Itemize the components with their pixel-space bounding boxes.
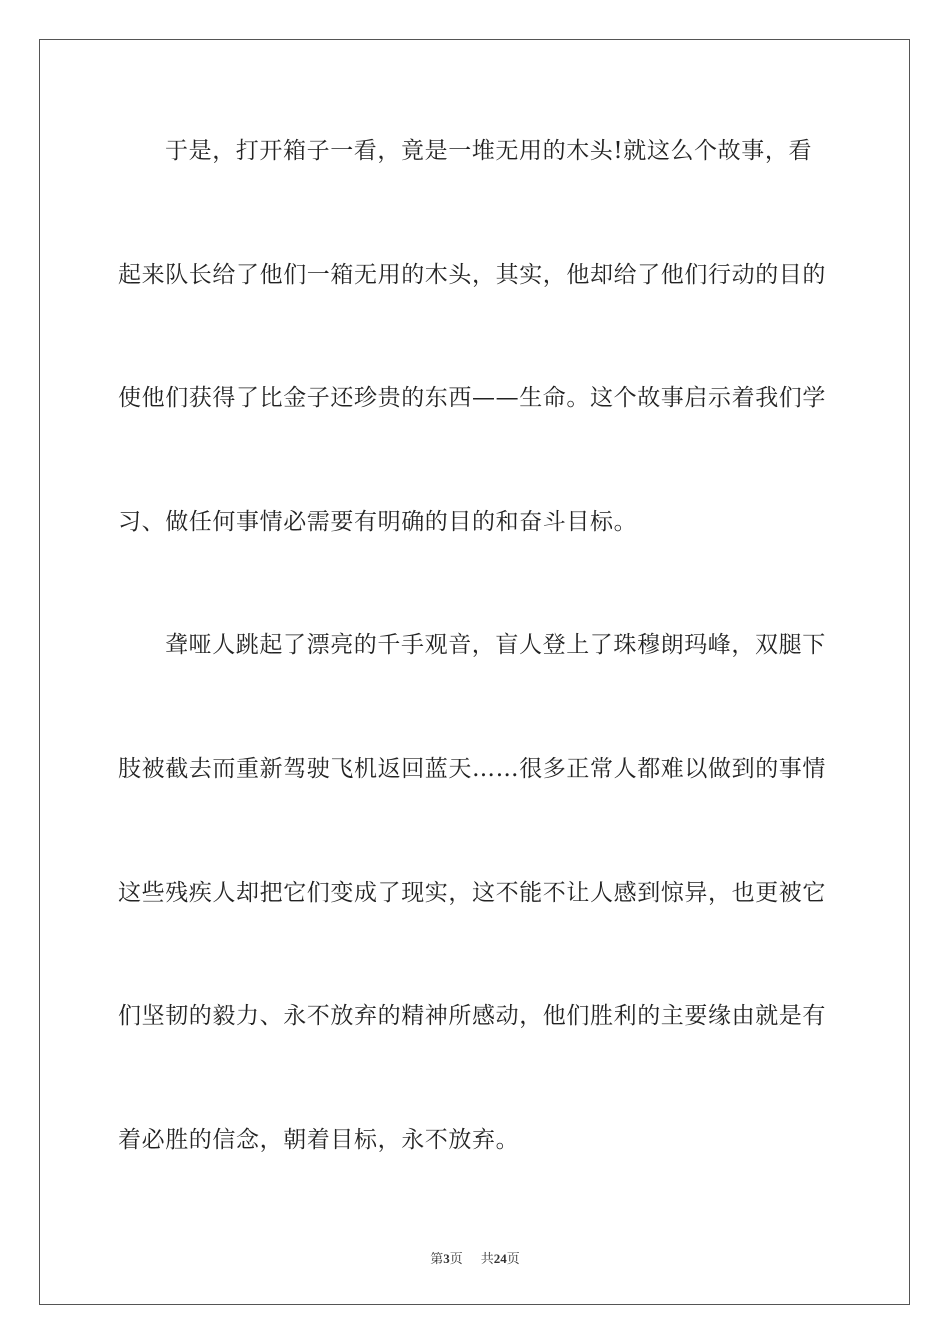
paragraph-1-line-4: 习、做任何事情必需要有明确的目的和奋斗目标。	[118, 509, 638, 535]
paragraph-1-line-2: 起来队长给了他们一箱无用的木头，其实，他却给了他们行动的目的	[118, 262, 826, 288]
page-prefix: 第	[430, 1251, 444, 1266]
paragraph-1-line-1: 于是，打开箱子一看，竟是一堆无用的木头!就这么个故事，看	[165, 138, 813, 164]
paragraph-2-line-1: 聋哑人跳起了漂亮的千手观音，盲人登上了珠穆朗玛峰，双腿下	[165, 632, 826, 658]
page-number: 3	[443, 1251, 450, 1266]
total-prefix: 共	[480, 1251, 494, 1266]
page-border	[39, 39, 910, 1305]
page-suffix: 页	[449, 1251, 463, 1266]
paragraph-2-line-4: 们坚韧的毅力、永不放弃的精神所感动，他们胜利的主要缘由就是有	[118, 1003, 826, 1029]
page-footer	[0, 1248, 950, 1267]
paragraph-1-line-3: 使他们获得了比金子还珍贵的东西——生命。这个故事启示着我们学	[118, 385, 826, 411]
paragraph-2-line-3: 这些残疾人却把它们变成了现实，这不能不让人感到惊异，也更被它	[118, 880, 826, 906]
total-pages: 24	[493, 1251, 507, 1266]
total-suffix: 页	[506, 1251, 520, 1266]
paragraph-2-line-5: 着必胜的信念，朝着目标，永不放弃。	[118, 1127, 520, 1153]
paragraph-2-line-2: 肢被截去而重新驾驶飞机返回蓝天……很多正常人都难以做到的事情	[118, 756, 826, 782]
